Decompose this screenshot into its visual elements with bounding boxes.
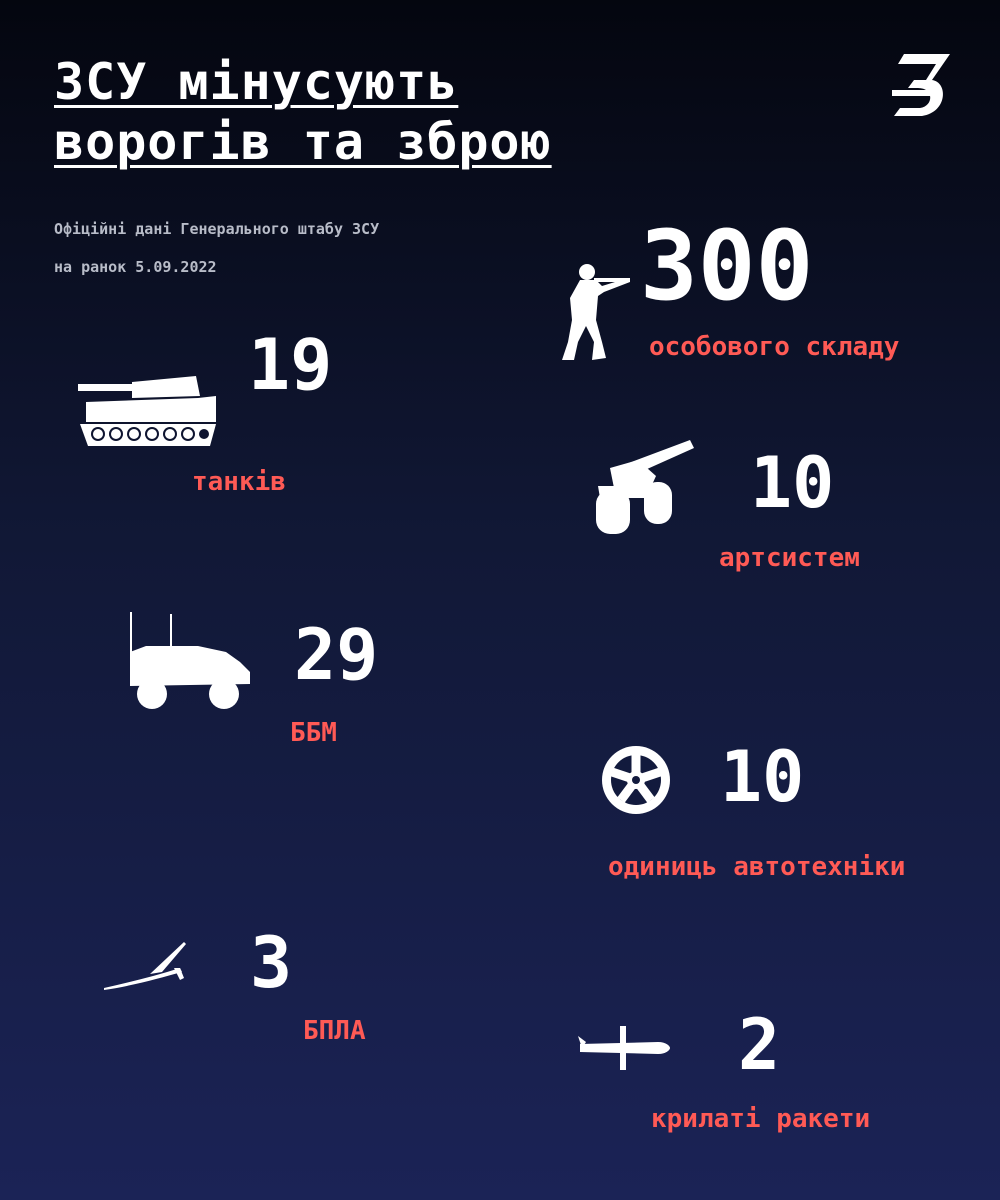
missiles-label: крилаті ракети [651, 1104, 871, 1134]
tank-icon [78, 376, 218, 448]
artillery-count: 10 [750, 442, 835, 524]
vehicles-count: 10 [720, 736, 805, 818]
missile-icon [578, 1024, 674, 1072]
cannon-icon [596, 440, 696, 534]
tanks-label: танків [192, 467, 286, 497]
date-text: на ранок 5.09.2022 [54, 258, 217, 276]
uav-label: БПЛА [303, 1016, 366, 1046]
wheel-icon [600, 744, 672, 816]
apv-count: 29 [294, 614, 379, 696]
uav-count: 3 [250, 922, 293, 1004]
armored-vehicle-icon [128, 612, 254, 712]
brand-logo-icon [892, 50, 954, 122]
apv-label: ББМ [290, 718, 337, 748]
soldier-icon [558, 262, 632, 364]
title-line-1: ЗСУ мінусують [54, 53, 459, 111]
source-text: Офіційні дані Генерального штабу ЗСУ [54, 220, 380, 238]
artillery-label: артсистем [719, 543, 860, 573]
page-title [54, 52, 552, 172]
vehicles-label: одиниць автотехніки [608, 852, 906, 882]
missiles-count: 2 [738, 1004, 781, 1086]
title-line-2: ворогів та зброю [54, 113, 552, 171]
drone-icon [100, 938, 190, 994]
tanks-count: 19 [248, 324, 333, 406]
personnel-label: особового складу [649, 332, 900, 362]
personnel-count: 300 [640, 210, 814, 322]
